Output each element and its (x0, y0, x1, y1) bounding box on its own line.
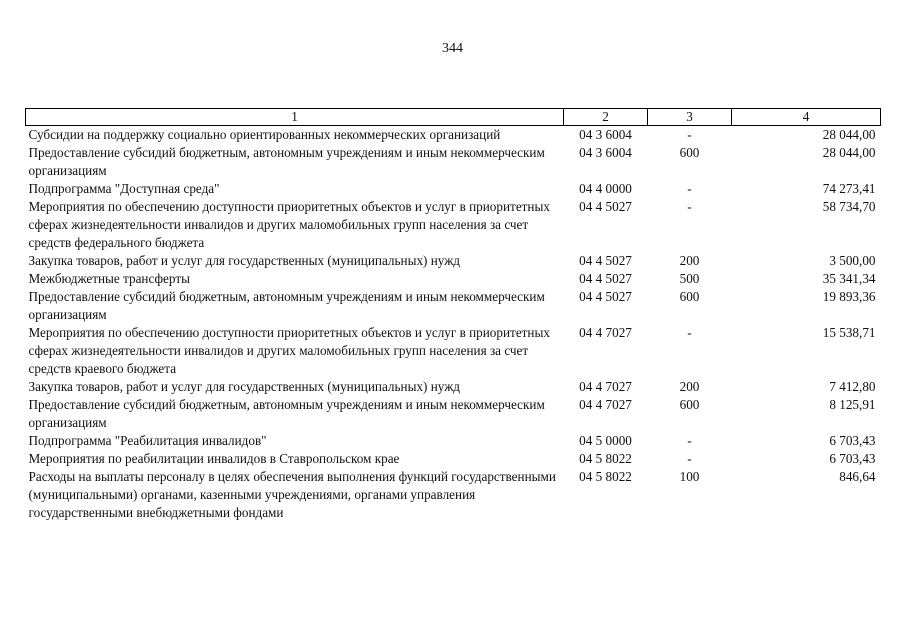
row-amount: 19 893,36 (822, 289, 876, 304)
table-row (26, 270, 881, 288)
table-row (26, 126, 881, 145)
table-row (26, 198, 881, 252)
row-code: 04 3 6004 (579, 145, 632, 160)
row-code: 04 3 6004 (579, 127, 632, 142)
table-row (26, 378, 881, 396)
row-amount: 3 500,00 (829, 253, 876, 268)
row-name: Предоставление субсидий бюджетным, автономным учреждениям и иным некоммерческим организациям (28, 145, 545, 178)
row-code: 04 4 7027 (579, 325, 632, 340)
row-code: 04 4 7027 (579, 379, 632, 394)
row-name: Предоставление субсидий бюджетным, автономным учреждениям и иным некоммерческим организациям (28, 397, 545, 430)
row-type: 600 (679, 397, 700, 412)
row-type: - (687, 433, 692, 448)
row-code: 04 4 5027 (579, 271, 632, 286)
row-amount: 8 125,91 (829, 397, 876, 412)
row-code: 04 5 8022 (579, 451, 632, 466)
row-amount: 28 044,00 (822, 127, 876, 142)
table-row (26, 288, 881, 324)
table-row (26, 396, 881, 432)
row-type: 600 (679, 289, 700, 304)
table-row (26, 144, 881, 180)
row-code: 04 4 5027 (579, 199, 632, 214)
row-amount: 74 273,41 (822, 181, 876, 196)
table-header (26, 109, 881, 126)
row-type: - (687, 325, 692, 340)
header-col-2: 2 (564, 109, 648, 126)
row-code: 04 5 0000 (579, 433, 632, 448)
table-row (26, 432, 881, 450)
row-name: Мероприятия по обеспечению доступности приоритетных объектов и услуг в приоритетных сферах жизнедеятельности инвалидов и других маломобильных групп населения за счет средств федерального бюджета (28, 199, 550, 250)
row-code: 04 4 7027 (579, 397, 632, 412)
header-col-4: 4 (732, 109, 881, 126)
row-type: - (687, 451, 692, 466)
row-type: 200 (679, 379, 700, 394)
row-name: Закупка товаров, работ и услуг для государственных (муниципальных) нужд (28, 253, 461, 268)
row-type: - (687, 199, 692, 214)
row-type: 500 (679, 271, 700, 286)
row-type: 200 (679, 253, 700, 268)
row-amount: 7 412,80 (829, 379, 876, 394)
row-amount: 35 341,34 (822, 271, 876, 286)
row-amount: 6 703,43 (829, 433, 876, 448)
row-type: - (687, 127, 692, 142)
table-row (26, 468, 881, 522)
row-name: Расходы на выплаты персоналу в целях обеспечения выполнения функций государственными (муниципальными) органами, казенными учреждениями, органами управления государственными внебюджетными фондами (28, 469, 556, 520)
row-name: Предоставление субсидий бюджетным, автономным учреждениям и иным некоммерческим организациям (28, 289, 545, 322)
row-name: Мероприятия по реабилитации инвалидов в Ставропольском крае (28, 451, 400, 466)
row-amount: 846,64 (839, 469, 876, 484)
row-name: Подпрограмма "Доступная среда" (28, 181, 220, 196)
row-amount: 6 703,43 (829, 451, 876, 466)
table-row (26, 252, 881, 270)
row-name: Подпрограмма "Реабилитация инвалидов" (28, 433, 267, 448)
table-row (26, 324, 881, 378)
row-code: 04 4 0000 (579, 181, 632, 196)
row-name: Закупка товаров, работ и услуг для государственных (муниципальных) нужд (28, 379, 461, 394)
header-col-1: 1 (26, 109, 564, 126)
budget-table (25, 108, 881, 522)
row-name: Мероприятия по обеспечению доступности приоритетных объектов и услуг в приоритетных сферах жизнедеятельности инвалидов и других маломобильных групп населения за счет средств краевого бюджета (28, 325, 550, 376)
row-type: - (687, 181, 692, 196)
row-code: 04 4 5027 (579, 289, 632, 304)
table-row (26, 180, 881, 198)
row-amount: 15 538,71 (822, 325, 876, 340)
row-type: 100 (679, 469, 700, 484)
row-name: Субсидии на поддержку социально ориентированных некоммерческих организаций (28, 127, 501, 142)
row-amount: 28 044,00 (822, 145, 876, 160)
header-col-3: 3 (648, 109, 732, 126)
row-amount: 58 734,70 (822, 199, 876, 214)
table-body (26, 126, 881, 523)
page-number: 344 (442, 41, 463, 56)
row-type: 600 (679, 145, 700, 160)
row-code: 04 5 8022 (579, 469, 632, 484)
header-row (26, 109, 881, 126)
row-code: 04 4 5027 (579, 253, 632, 268)
table-row (26, 450, 881, 468)
row-name: Межбюджетные трансферты (28, 271, 190, 286)
